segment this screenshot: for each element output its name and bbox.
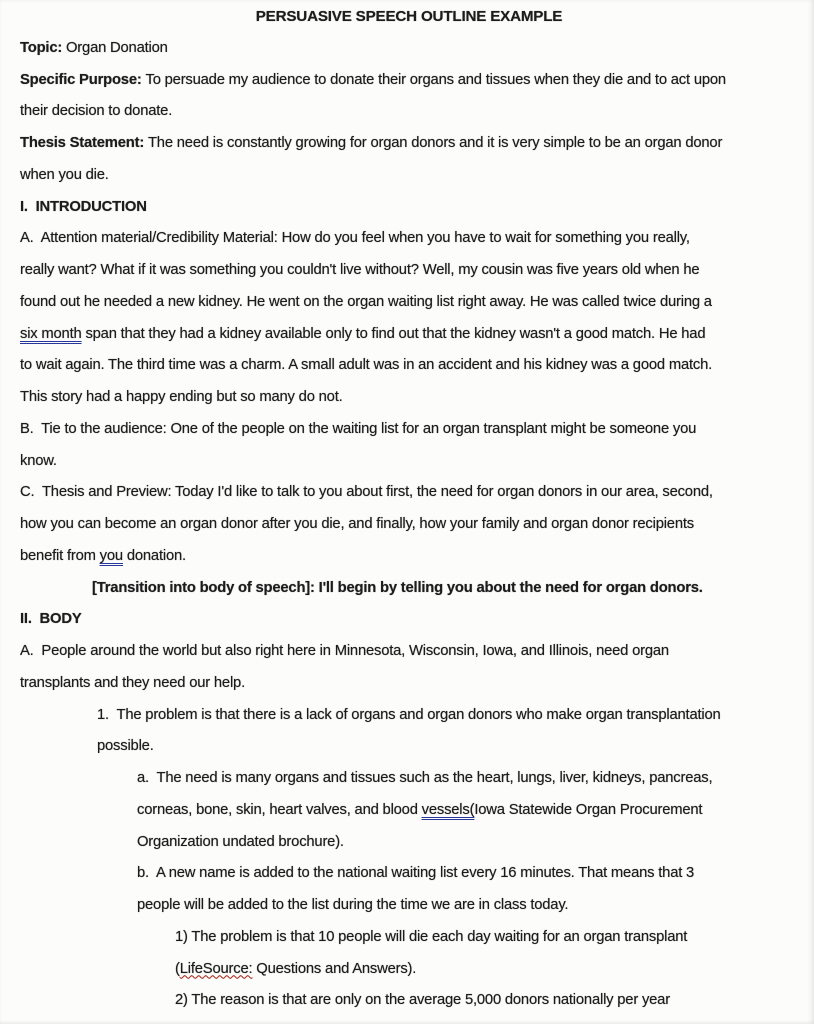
- text-line: [20, 382, 798, 414]
- text-line: [20, 223, 798, 255]
- text-segment: 2) The reason is that are only on the average 5,000 donors nationally per year: [175, 992, 670, 1009]
- text-line: [20, 33, 798, 65]
- text-line: [20, 287, 798, 319]
- text-segment: Topic:: [20, 39, 66, 56]
- text-segment: found out he needed a new kidney. He went on the organ waiting list right away. He was called twice during a: [20, 293, 712, 310]
- text-line: [20, 890, 798, 922]
- text-segment: I. INTRODUCTION: [20, 198, 147, 215]
- text-segment: people will be added to the list during the time we are in class today.: [137, 897, 569, 913]
- grammar-check-underlined-text: you: [99, 547, 123, 564]
- text-line: [20, 192, 798, 224]
- text-line: [20, 255, 798, 287]
- text-segment: This story had a happy ending but so many do not.: [20, 389, 343, 405]
- text-segment: 1. The problem is that there is a lack of organs and organ donors who make organ transplantation: [97, 706, 721, 723]
- text-segment: transplants and they need our help.: [20, 674, 245, 691]
- text-segment: B. Tie to the audience: One of the people on the waiting list for an organ transplant might be someone you: [20, 420, 697, 437]
- text-line: [20, 477, 798, 509]
- text-segment: A. People around the world but also right here in Minnesota, Wisconsin, Iowa, and Illinois, need organ: [20, 643, 669, 659]
- spellcheck-underlined-text: LifeSource:: [179, 960, 253, 977]
- text-segment: PERSUASIVE SPEECH OUTLINE EXAMPLE: [255, 8, 563, 25]
- text-line: [20, 128, 798, 160]
- text-segment: really want? What if it was something you couldn't live without? Well, my cousin was five years old when he: [20, 262, 700, 278]
- text-segment: a. The need is many organs and tissues such as the heart, lungs, liver, kidneys, pancreas,: [137, 770, 713, 786]
- text-line: [20, 954, 798, 986]
- text-segment: II. BODY: [20, 611, 82, 628]
- text-line: [20, 319, 798, 351]
- text-line: [20, 96, 798, 128]
- text-segment: The need is constantly growing for organ donors and it is very simple to be an organ donor: [147, 135, 723, 151]
- text-line: [20, 731, 798, 763]
- text-line: [20, 541, 798, 573]
- text-line: [20, 985, 798, 1017]
- text-line: [20, 763, 798, 795]
- text-segment: when you die.: [20, 166, 109, 183]
- document-body: [20, 1, 798, 1017]
- text-line: [20, 160, 798, 192]
- grammar-check-underlined-text: six month: [20, 325, 82, 342]
- text-line: [20, 573, 798, 605]
- text-segment: their decision to donate.: [20, 103, 173, 120]
- text-segment: Specific Purpose:: [20, 71, 146, 88]
- text-line: [20, 700, 798, 732]
- text-segment: span that they had a kidney available only to find out that the kidney wasn't a good match. He had: [81, 325, 706, 342]
- text-segment: To persuade my audience to donate their organs and tissues when they die and to act upon: [145, 71, 726, 88]
- text-line: [20, 414, 798, 446]
- text-line: [20, 858, 798, 890]
- text-segment: to wait again. The third time was a charm. A small adult was in an accident and his kidney was a good match.: [20, 357, 713, 374]
- text-segment: (: [175, 960, 180, 977]
- text-segment: donation.: [122, 547, 186, 564]
- text-segment: Questions and Answers).: [252, 960, 417, 977]
- text-line: [20, 604, 798, 636]
- text-segment: 1) The problem is that 10 people will die each day waiting for an organ transplant: [175, 928, 688, 945]
- text-segment: Thesis Statement:: [20, 135, 148, 151]
- text-line: [20, 509, 798, 541]
- document-title: [20, 1, 798, 33]
- text-line: [20, 350, 798, 382]
- text-segment: how you can become an organ donor after you die, and finally, how your family and organ donor recipients: [20, 516, 694, 532]
- text-segment: b. A new name is added to the national waiting list every 16 minutes. That means that 3: [137, 865, 695, 882]
- text-segment: possible.: [97, 738, 154, 755]
- text-segment: benefit from: [20, 547, 100, 564]
- text-line: [20, 827, 798, 859]
- text-segment: [Transition into body of speech]: I'll begin by telling you about the need for organ donors.: [92, 579, 703, 596]
- text-segment: Organ Donation: [66, 39, 168, 56]
- text-segment: Organization undated brochure).: [137, 833, 344, 850]
- text-segment: C. Thesis and Preview: Today I'd like to talk to you about first, the need for organ donors in our area, second,: [20, 484, 713, 501]
- text-line: [20, 636, 798, 668]
- text-segment: Iowa Statewide Organ Procurement: [474, 801, 703, 818]
- text-segment: know.: [20, 452, 57, 469]
- text-line: [20, 668, 798, 700]
- text-line: [20, 65, 798, 97]
- text-segment: corneas, bone, skin, heart valves, and blood: [137, 801, 422, 818]
- grammar-check-underlined-text: vessels(: [421, 801, 475, 818]
- text-line: [20, 922, 798, 954]
- text-segment: A. Attention material/Credibility Material: How do you feel when you have to wait for something you really,: [20, 230, 690, 247]
- text-line: [20, 446, 798, 478]
- text-line: [20, 795, 798, 827]
